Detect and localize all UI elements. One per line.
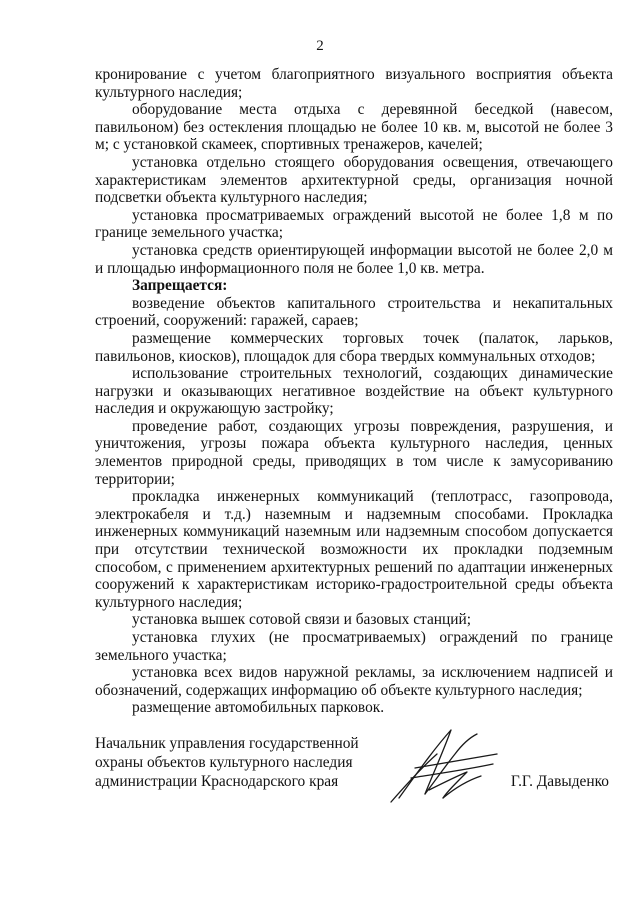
paragraph: оборудование места отдыха с деревянной беседкой (навесом, павильоном) без остекления площадью не более 10 кв. м, высотой не более 3 м; с установкой скамеек, спортивных тренажеров, качелей; bbox=[95, 101, 613, 154]
paragraph: использование строительных технологий, создающих динамические нагрузки и оказывающих негативное воздействие на объект культурного наследия и окружающую застройку; bbox=[95, 365, 613, 418]
signature-block bbox=[95, 734, 613, 794]
page-number: 2 bbox=[316, 38, 324, 54]
paragraph: проведение работ, создающих угрозы повреждения, разрушения, и уничтожения, угрозы пожара объекта культурного наследия, ценных элементов природной среды, приводящих в том числе к замусориванию территории; bbox=[95, 417, 613, 488]
paragraph: размещение автомобильных парковок. bbox=[132, 699, 385, 717]
signatory-name: Г.Г. Давыденко bbox=[510, 773, 609, 790]
paragraph: прокладка инженерных коммуникаций (теплотрасс, газопровода, электрокабеля и т.д.) наземным и надземным способами. Прокладка инженерных коммуникаций наземным или надземным способом допускается при отсутствии технической возможности их прокладки подземным способом, с применением архитектурных решений по адаптации инженерных сооружений к характеристикам историко-градостроительной среды объекта культурного наследия; bbox=[95, 488, 613, 611]
paragraph: установка вышек сотовой связи и базовых станций; bbox=[132, 611, 472, 629]
paragraph: установка глухих (не просматриваемых) ограждений по границе земельного участка; bbox=[95, 629, 613, 664]
signatory-title-line: охраны объектов культурного наследия bbox=[95, 754, 353, 771]
document-body bbox=[95, 66, 613, 717]
paragraph: установка отдельно стоящего оборудования освещения, отвечающего характеристикам элементов архитектурной среды, организация ночной подсветки объекта культурного наследия; bbox=[95, 153, 613, 207]
paragraph: кронирование с учетом благоприятного визуального восприятия объекта культурного наследия; bbox=[95, 66, 613, 101]
signatory-title bbox=[95, 734, 359, 791]
section-heading: Запрещается: bbox=[132, 277, 228, 295]
signatory-title-line: Начальник управления государственной bbox=[95, 735, 359, 752]
paragraph: размещение коммерческих торговых точек (палаток, ларьков, павильонов, киосков), площадок для сбора твердых коммунальных отходов; bbox=[95, 329, 613, 365]
paragraph: установка просматриваемых ограждений высотой не более 1,8 м по границе земельного участка; bbox=[95, 206, 613, 242]
paragraph: установка всех видов наружной рекламы, за исключением надписей и обозначений, содержащих информацию об объекте культурного наследия; bbox=[95, 664, 613, 699]
paragraph: установка средств ориентирующей информации высотой не более 2,0 м и площадью информационного поля не более 1,0 кв. метра. bbox=[95, 241, 613, 277]
handwritten-signature bbox=[385, 724, 515, 804]
signatory-title-line: администрации Краснодарского края bbox=[95, 773, 339, 790]
paragraph: возведение объектов капитального строительства и некапитальных строений, сооружений: гаражей, сараев; bbox=[95, 294, 613, 330]
